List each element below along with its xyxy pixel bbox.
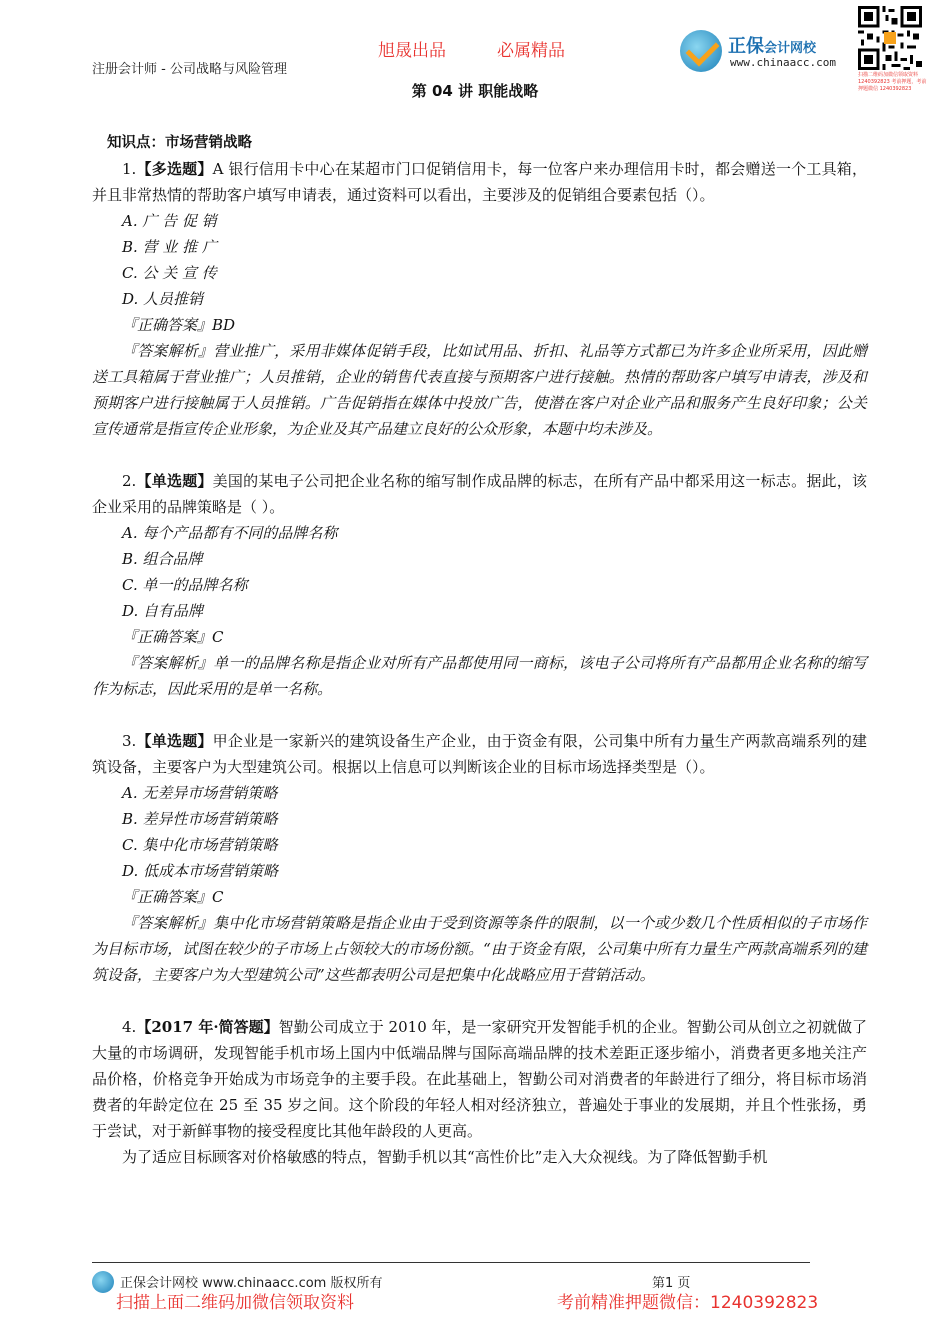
option-d: D. 自有品牌 xyxy=(122,602,204,620)
qr-caption: 扫描二维码加微信领取资料 1240392823 考前押题，考前押题微信 1240392823 xyxy=(858,72,927,92)
question-continuation: 为了适应目标顾客对价格敏感的特点，智勤手机以其“高性价比”走入大众视线。为了降低智勤手机 xyxy=(122,1148,768,1166)
slogan-right: 必属精品 xyxy=(497,41,565,61)
question-stem: 2.【单选题】美国的某电子公司把企业名称的缩写制作成品牌的标志，在所有产品中都采用这一标志。据此，该企业采用的品牌策略是（ ）。 xyxy=(92,472,867,516)
course-title: 注册会计师 - 公司战略与风险管理 xyxy=(92,62,287,77)
option-c: C. 单一的品牌名称 xyxy=(122,576,248,594)
correct-answer: 『正确答案』C xyxy=(122,628,224,646)
document-body xyxy=(92,130,867,1170)
answer-explanation: 『答案解析』营业推广，采用非媒体促销手段，比如试用品、折扣、礼品等方式都已为许多企业所采用，因此赠送工具箱属于营业推广；人员推销，企业的销售代表直接与预期客户进行接触。热情的帮助客户填写申请表，涉及和预期客户进行接触属于人员推销。广告促销指在媒体中投放广告，使潜在客户对企业产品和服务产生良好印象；公关宣传通常是指宣传企业形象，为企业及其产品建立良好的公众形象，本题中均未涉及。 xyxy=(92,342,867,438)
answer-explanation: 『答案解析』单一的品牌名称是指企业对所有产品都使用同一商标，该电子公司将所有产品都用企业名称的缩写作为标志，因此采用的是单一名称。 xyxy=(92,654,867,698)
footer-ad-right: 考前精准押题微信：1240392823 xyxy=(557,1293,819,1313)
option-c: C. 集中化市场营销策略 xyxy=(122,836,278,854)
logo-name: 正保会计网校 xyxy=(728,36,817,57)
option-b: B. 组合品牌 xyxy=(122,550,203,568)
lecture-title: 第 04 讲 职能战略 xyxy=(411,82,539,100)
brand-logo xyxy=(680,30,850,75)
question-stem: 3.【单选题】甲企业是一家新兴的建筑设备生产企业，由于资金有限，公司集中所有力量生产两款高端系列的建筑设备，主要客户为大型建筑公司。根据以上信息可以判断该企业的目标市场选择类型是（）。 xyxy=(92,732,867,776)
slogan-left: 旭晟出品 xyxy=(378,41,446,61)
option-a: A. 无差异市场营销策略 xyxy=(122,784,278,802)
question-stem: 1.【多选题】A 银行信用卡中心在某超市门口促销信用卡，每一位客户来办理信用卡时，都会赠送一个工具箱，并且非常热情的帮助客户填写申请表，通过资料可以看出，主要涉及的促销组合要素包括（）。 xyxy=(92,160,867,204)
option-b: B. 营 业 推 广 xyxy=(122,238,217,256)
logo-url: www.chinaacc.com xyxy=(730,56,836,69)
option-a: A. 广 告 促 销 xyxy=(122,212,217,230)
footer-copyright: 正保会计网校 www.chinaacc.com 版权所有 xyxy=(120,1276,383,1291)
knowledge-point: 知识点：市场营销战略 xyxy=(107,135,252,151)
footer-divider xyxy=(92,1262,810,1263)
option-d: D. 人员推销 xyxy=(122,290,204,308)
footer-logo-icon xyxy=(92,1271,114,1293)
option-a: A. 每个产品都有不同的品牌名称 xyxy=(122,524,338,542)
correct-answer: 『正确答案』BD xyxy=(122,316,236,334)
option-b: B. 差异性市场营销策略 xyxy=(122,810,278,828)
question-stem: 4.【2017 年·简答题】智勤公司成立于 2010 年，是一家研究开发智能手机的企业。智勤公司从创立之初就做了大量的市场调研，发现智能手机市场上国内中低端品牌与国际高端品牌的技术差距正逐步缩小，消费者更多地关注产品价格，价格竞争开始成为市场竞争的主要手段。在此基础上，智勤公司对消费者的年龄进行了细分，将目标市场消费者的年龄定位在 25 至 35 岁之间。这个阶段的年轻人相对经济独立，普遍处于事业的发展期，并且个性张扬，勇于尝试，对于新鲜事物的接受程度比其他年龄段的人更高。 xyxy=(92,1018,867,1140)
correct-answer: 『正确答案』C xyxy=(122,888,224,906)
page-number: 第1 页 xyxy=(652,1276,691,1291)
option-d: D. 低成本市场营销策略 xyxy=(122,862,279,880)
option-c: C. 公 关 宣 传 xyxy=(122,264,217,282)
footer-ad-left: 扫描上面二维码加微信领取资料 xyxy=(116,1293,354,1313)
qr-code-icon[interactable] xyxy=(858,6,922,70)
answer-explanation: 『答案解析』集中化市场营销策略是指企业由于受到资源等条件的限制，以一个或少数几个性质相似的子市场作为目标市场，试图在较少的子市场上占领较大的市场份额。“由于资金有限，公司集中所有力量生产两款高端系列的建筑设备，主要客户为大型建筑公司”这些都表明公司是把集中化战略应用于营销活动。 xyxy=(92,914,867,984)
